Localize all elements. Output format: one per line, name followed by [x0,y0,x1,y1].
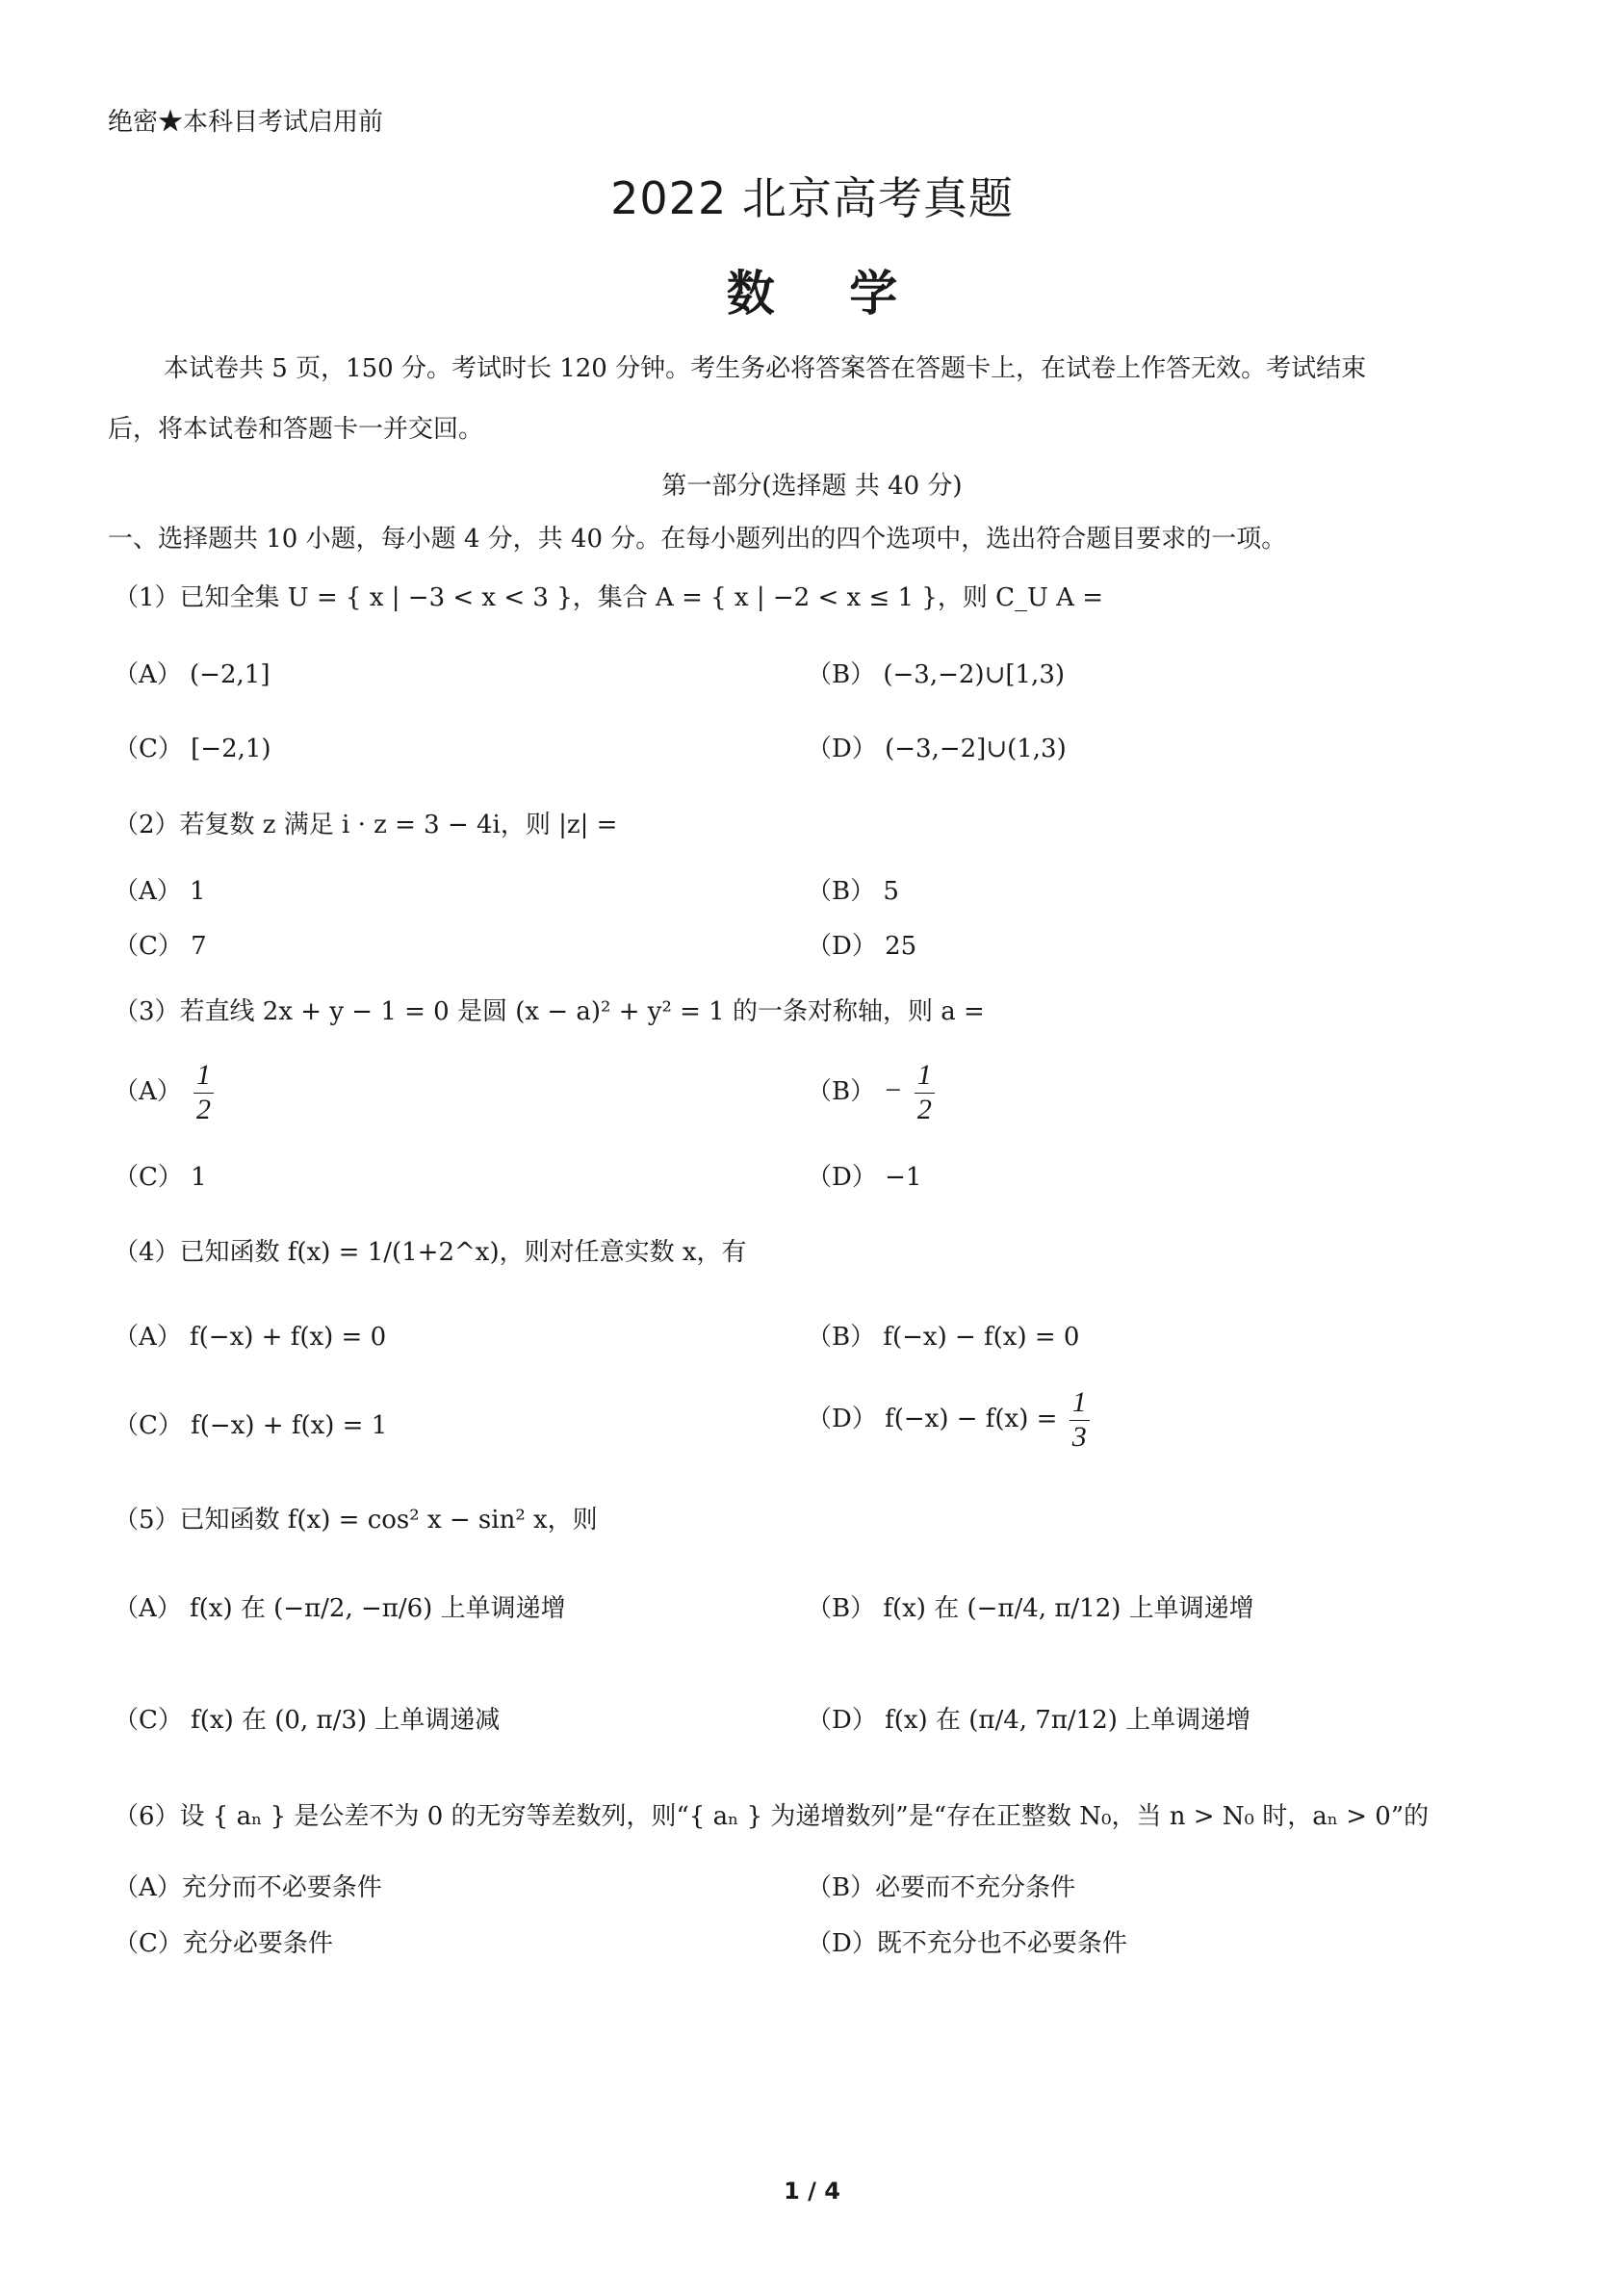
fraction-numerator: 1 [1070,1386,1090,1421]
question-4-option-c: （C） f(−x) + f(x) = 1 [114,1411,388,1440]
question-3-stem: （3）若直线 2x + y − 1 = 0 是圆 (x − a)² + y² = 1 的一条对称轴，则 a = [114,997,985,1026]
question-1-option-b: （B） (−3,−2)∪[1,3) [807,660,1065,689]
fraction-numerator: 1 [915,1059,935,1094]
question-3-option-d: （D） −1 [807,1163,922,1192]
part-heading: 第一部分(选择题 共 40 分) [661,472,963,501]
question-2-option-a: （A） 1 [114,877,206,906]
question-6-option-d: （D）既不充分也不必要条件 [807,1929,1127,1958]
confidential-note: 绝密★本科目考试启用前 [108,108,384,137]
question-5-option-b: （B） f(x) 在 (−π/4, π/12) 上单调递增 [807,1594,1254,1623]
question-2-option-d: （D） 25 [807,932,917,961]
section-heading: 一、选择题共 10 小题，每小题 4 分，共 40 分。在每小题列出的四个选项中，选出符合题目要求的一项。 [108,525,1287,554]
subject-title: 数 学 [726,266,898,322]
question-2-option-c: （C） 7 [114,932,207,961]
minus-sign: − [883,1074,903,1106]
question-4-stem: （4）已知函数 f(x) = 1/(1+2^x)，则对任意实数 x，有 [114,1238,747,1267]
instructions-line-1: 本试卷共 5 页，150 分。考试时长 120 分钟。考生务必将答案答在答题卡上，在试卷上作答无效。考试结束 [164,354,1367,383]
question-4-option-d [807,1386,1094,1454]
question-1-stem: （1）已知全集 U = { x | −3 < x < 3 }，集合 A = { x | −2 < x ≤ 1 }，则 C_U A = [114,583,1104,612]
fraction [915,1059,935,1126]
option-label: （B） [807,1077,876,1106]
question-1-option-a: （A） (−2,1] [114,660,271,689]
question-5-option-d: （D） f(x) 在 (π/4, 7π/12) 上单调递增 [807,1706,1251,1735]
question-5-option-a: （A） f(x) 在 (−π/2, −π/6) 上单调递增 [114,1594,566,1623]
question-3-option-a [114,1059,218,1126]
question-6-option-c: （C）充分必要条件 [114,1929,333,1958]
instructions-line-2: 后，将本试卷和答题卡一并交回。 [108,415,484,444]
fraction-denominator: 3 [1071,1420,1087,1453]
fraction [1070,1386,1090,1454]
fraction-denominator: 2 [196,1093,212,1125]
question-1-option-c: （C） [−2,1) [114,735,271,763]
question-5-option-c: （C） f(x) 在 (0, π/3) 上单调递减 [114,1706,501,1735]
question-3-option-b [807,1059,939,1126]
question-2-option-b: （B） 5 [807,877,899,906]
page-number: 1 / 4 [784,2178,840,2205]
question-3-option-c: （C） 1 [114,1163,207,1192]
option-label: （D） f(−x) − f(x) = [807,1405,1058,1433]
question-4-option-b: （B） f(−x) − f(x) = 0 [807,1323,1080,1352]
fraction [193,1059,214,1126]
question-2-stem: （2）若复数 z 满足 i · z = 3 − 4i，则 |z| = [114,811,618,839]
question-4-option-a: （A） f(−x) + f(x) = 0 [114,1323,387,1352]
question-6-option-b: （B）必要而不充分条件 [807,1873,1076,1902]
exam-title: 2022 北京高考真题 [610,172,1014,224]
question-1-option-d: （D） (−3,−2]∪(1,3) [807,735,1067,763]
option-label: （A） [114,1077,182,1106]
fraction-denominator: 2 [916,1093,932,1125]
question-6-stem: （6）设 { aₙ } 是公差不为 0 的无穷等差数列，则“{ aₙ } 为递增数列”是“存在正整数 N₀，当 n > N₀ 时，aₙ > 0”的 [114,1802,1430,1831]
question-5-stem: （5）已知函数 f(x) = cos² x − sin² x，则 [114,1506,598,1535]
question-6-option-a: （A）充分而不必要条件 [114,1873,382,1902]
fraction-numerator: 1 [193,1059,214,1094]
